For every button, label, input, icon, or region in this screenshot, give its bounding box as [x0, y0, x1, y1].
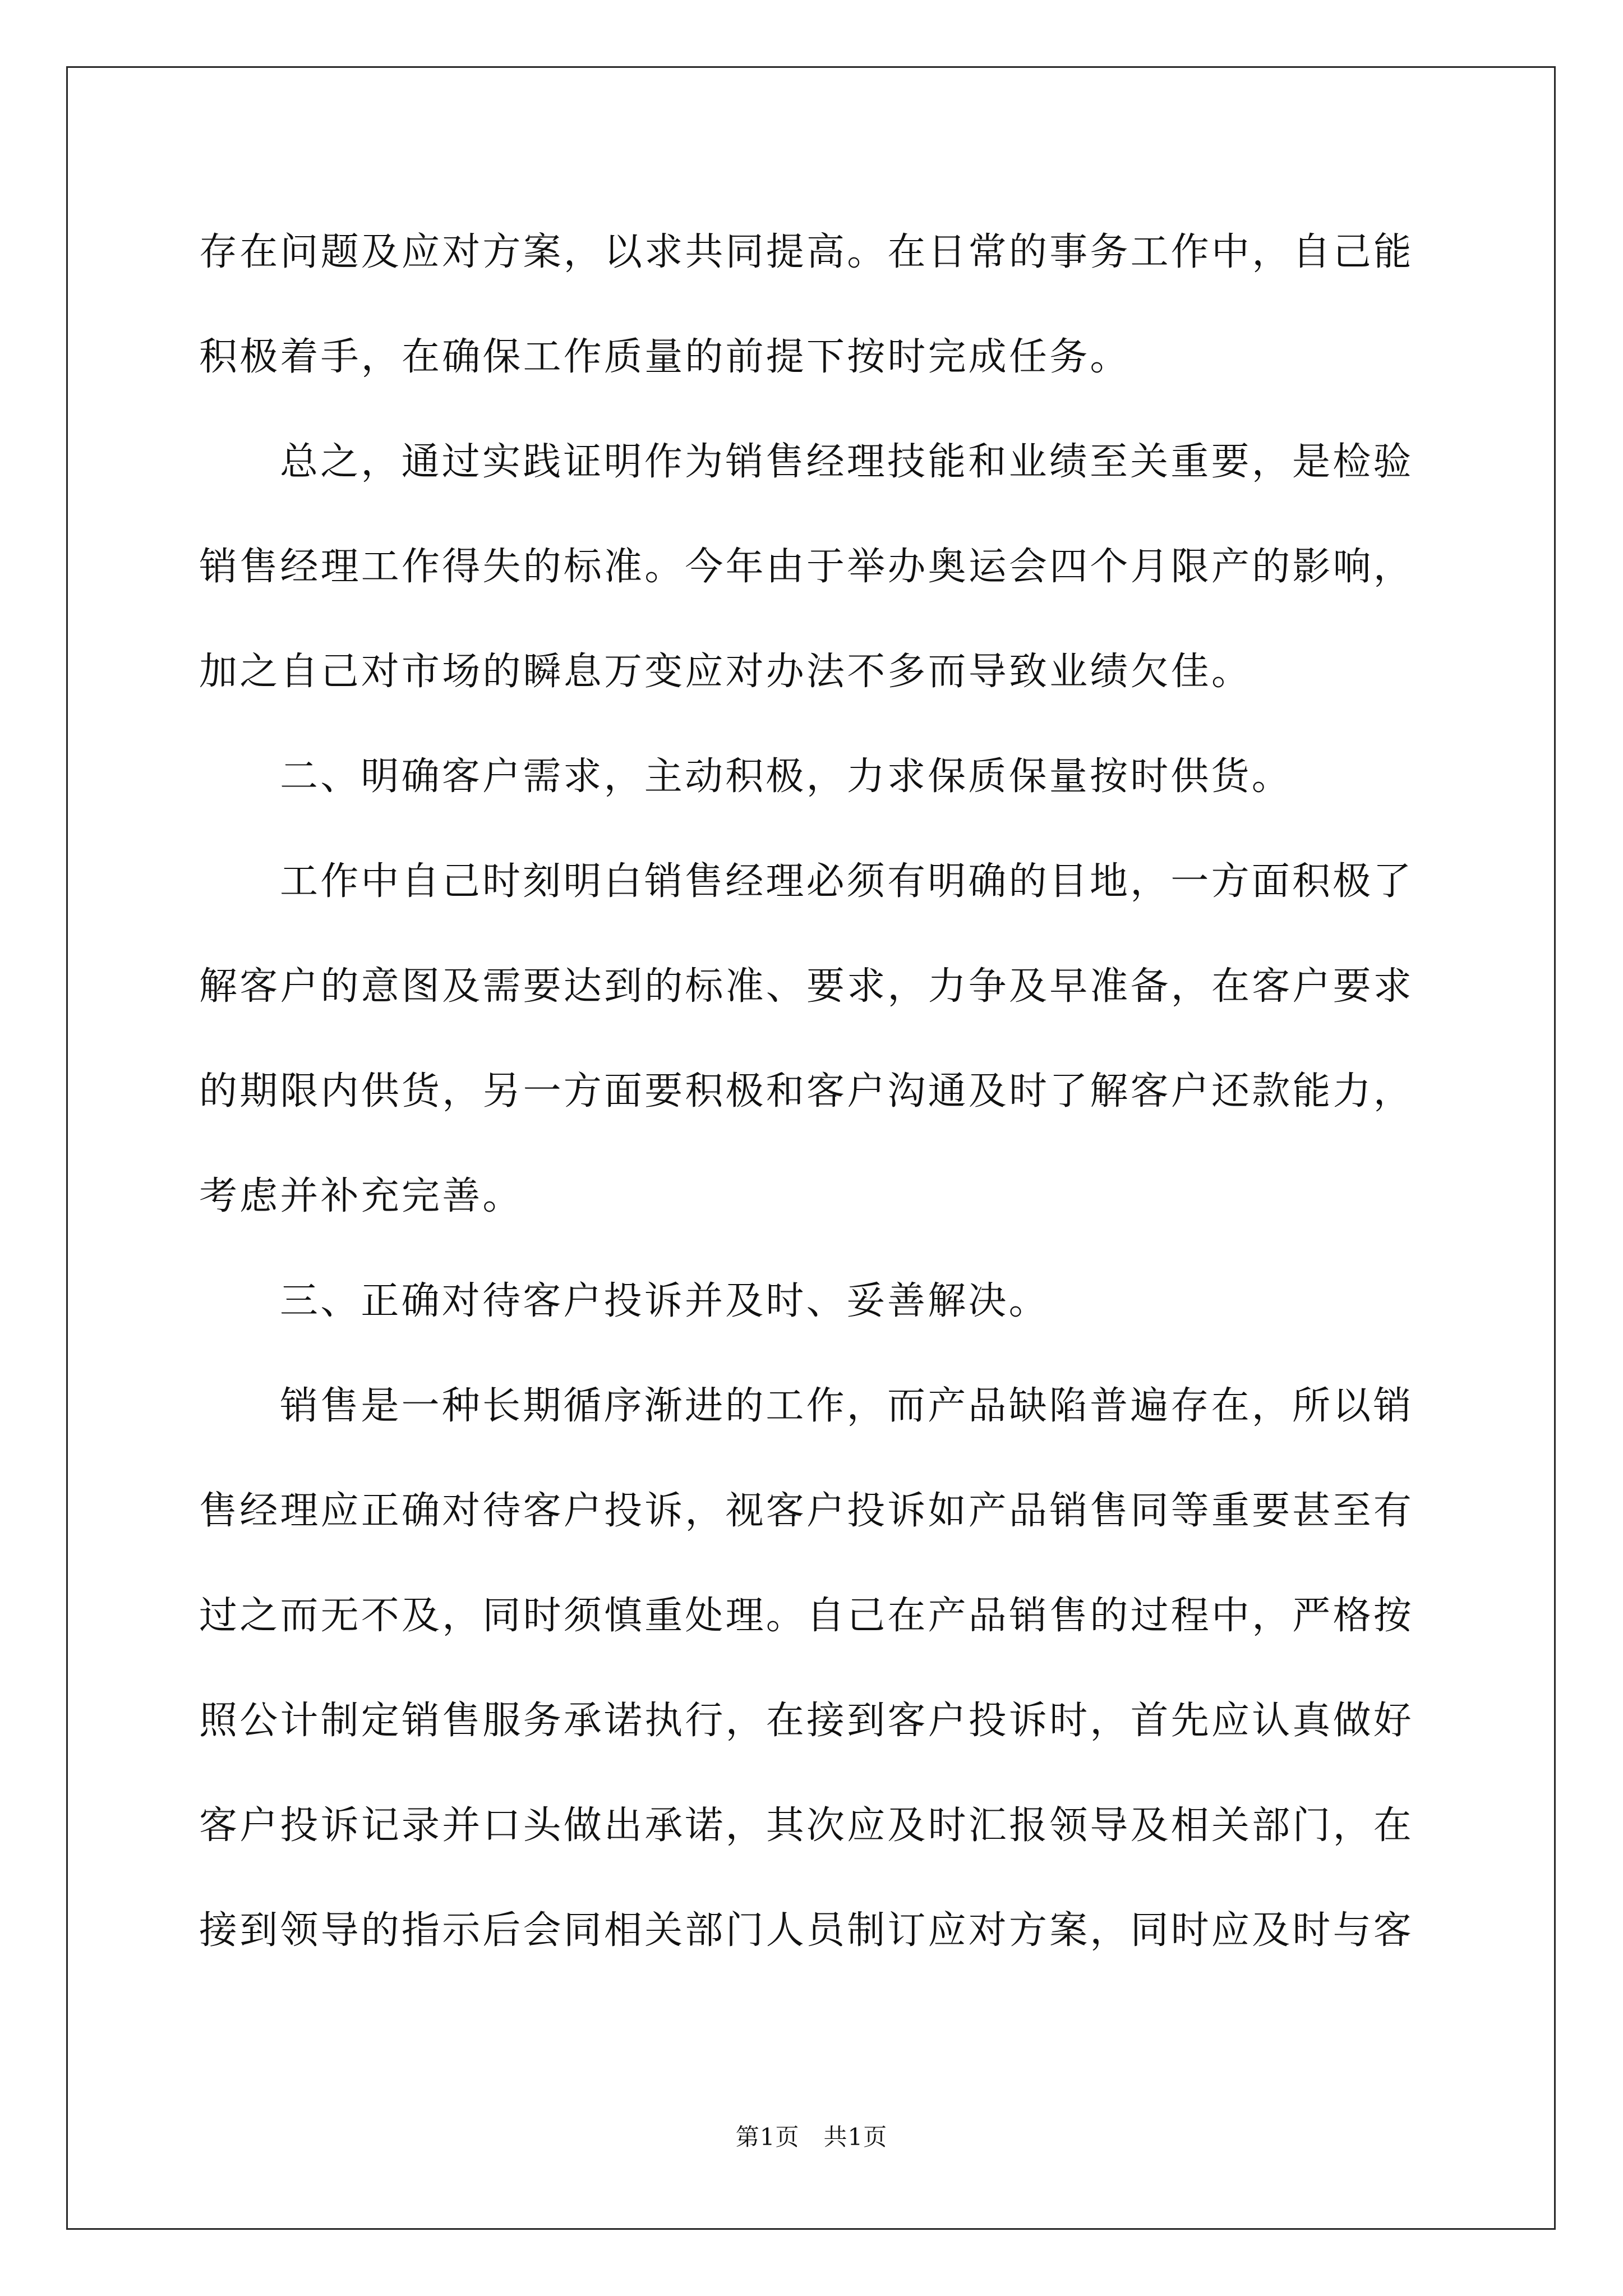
text-line: 接到领导的指示后会同相关部门人员制订应对方案，同时应及时与客	[199, 1908, 1414, 1953]
text-line: 三、正确对待客户投诉并及时、妥善解决。	[280, 1279, 1049, 1323]
document-body	[199, 219, 1427, 2002]
text-line: 客户投诉记录并口头做出承诺，其次应及时汇报领导及相关部门，在	[199, 1803, 1414, 1848]
text-line: 销售是一种长期循序渐进的工作，而产品缺陷普遍存在，所以销	[280, 1384, 1414, 1428]
text-line: 售经理应正确对待客户投诉，视客户投诉如产品销售同等重要甚至有	[199, 1489, 1414, 1533]
text-line: 积极着手，在确保工作质量的前提下按时完成任务。	[199, 335, 1131, 379]
text-line: 工作中自己时刻明白销售经理必须有明确的目地，一方面积极了	[280, 859, 1414, 904]
text-line: 考虑并补充完善。	[199, 1174, 523, 1218]
text-line: 解客户的意图及需要达到的标准、要求，力争及早准备，在客户要求	[199, 964, 1414, 1009]
page-footer: 第1页 共1页	[735, 2123, 888, 2151]
text-line: 的期限内供货，另一方面要积极和客户沟通及时了解客户还款能力，	[199, 1069, 1414, 1114]
text-line: 总之，通过实践证明作为销售经理技能和业绩至关重要，是检验	[280, 440, 1414, 484]
text-line: 过之而无不及，同时须慎重处理。自己在产品销售的过程中，严格按	[199, 1594, 1414, 1638]
text-line: 照公计制定销售服务承诺执行，在接到客户投诉时，首先应认真做好	[199, 1699, 1414, 1743]
text-line: 销售经理工作得失的标准。今年由于举办奥运会四个月限产的影响，	[199, 545, 1414, 589]
text-line: 存在问题及应对方案，以求共同提高。在日常的事务工作中，自己能	[199, 230, 1414, 274]
text-line: 二、明确客户需求，主动积极，力求保质保量按时供货。	[280, 754, 1293, 799]
text-line: 加之自己对市场的瞬息万变应对办法不多而导致业绩欠佳。	[199, 650, 1252, 694]
